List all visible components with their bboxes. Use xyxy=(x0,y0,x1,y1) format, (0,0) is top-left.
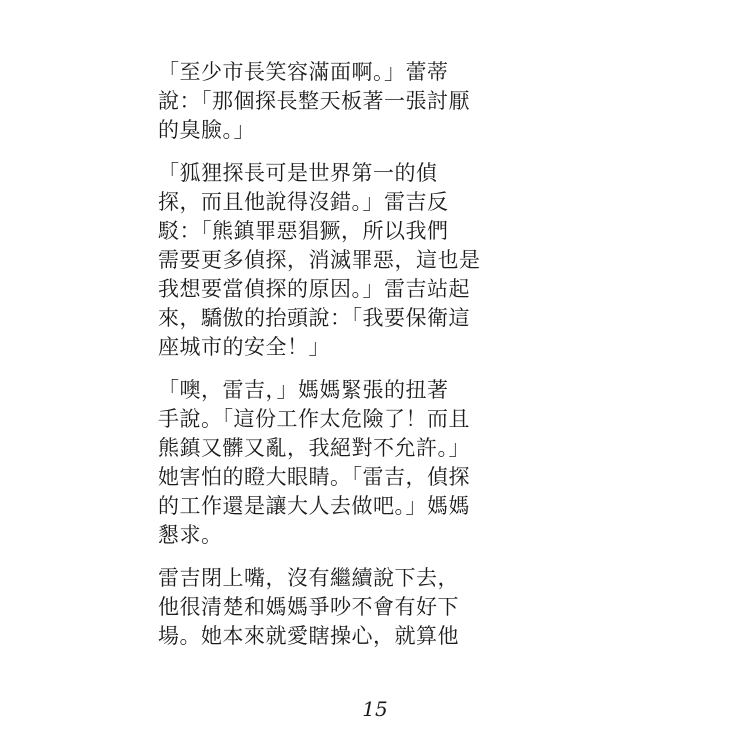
text-line: 需要更多偵探，消滅罪惡，這也是 xyxy=(158,248,481,272)
text-line: 駁：「熊鎮罪惡猖獗，所以我們 xyxy=(158,219,449,243)
text-line: 我想要當偵探的原因。」雷吉站起 xyxy=(158,277,470,301)
text-line: 手說。「這份工作太危險了！而且 xyxy=(158,407,470,431)
body-text xyxy=(158,58,598,665)
text-line: 說：「那個探長整天板著一張討厭 xyxy=(158,89,470,113)
text-line: 她害怕的瞪大眼睛。「雷吉，偵探 xyxy=(158,465,470,489)
text-line: 場。她本來就愛瞎操心，就算他 xyxy=(158,624,459,648)
text-line: 座城市的安全！」 xyxy=(158,335,330,359)
text-line: 他很清楚和媽媽爭吵不會有好下 xyxy=(158,595,459,619)
page-number: 15 xyxy=(362,697,388,721)
text-line: 的工作還是讓大人去做吧。」媽媽 xyxy=(158,494,470,518)
paragraph-3 xyxy=(158,376,598,550)
text-line: 懇求。 xyxy=(158,523,223,547)
text-line: 「噢，雷吉，」媽媽緊張的扭著 xyxy=(158,378,449,402)
text-line: 「狐狸探長可是世界第一的偵 xyxy=(158,161,438,185)
text-line: 探，而且他說得沒錯。」雷吉反 xyxy=(158,190,449,214)
paragraph-1 xyxy=(158,58,598,145)
text-line: 雷吉閉上嘴，沒有繼續說下去， xyxy=(158,566,459,590)
text-line: 的臭臉。」 xyxy=(158,118,255,142)
text-line: 「至少市長笑容滿面啊。」蕾蒂 xyxy=(158,60,449,84)
paragraph-2 xyxy=(158,159,598,362)
text-line: 熊鎮又髒又亂，我絕對不允許。」 xyxy=(158,436,470,460)
paragraph-4 xyxy=(158,564,598,651)
text-line: 來，驕傲的抬頭說：「我要保衛這 xyxy=(158,306,470,330)
